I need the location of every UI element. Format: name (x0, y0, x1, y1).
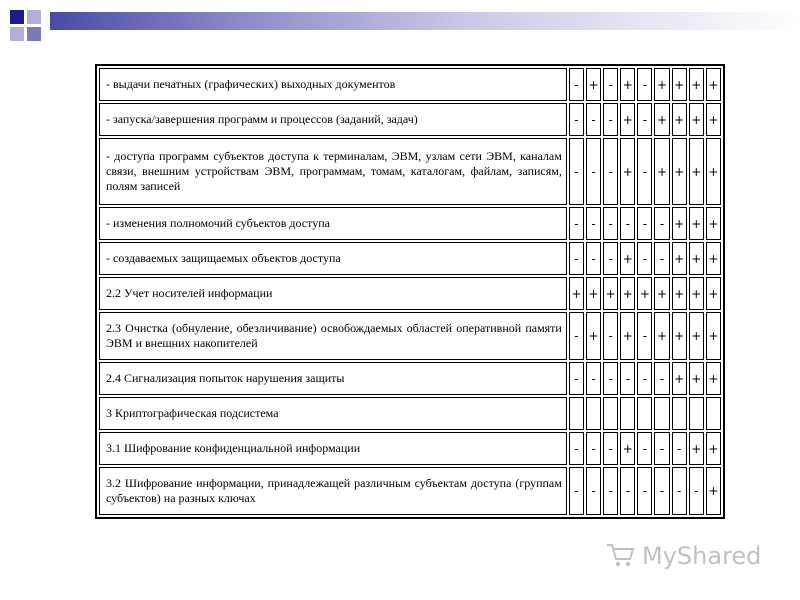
class-mark-cell: + (706, 312, 721, 360)
class-mark-cell: + (620, 277, 635, 310)
class-mark-cell: + (620, 432, 635, 465)
class-mark-cell: - (637, 138, 652, 205)
class-mark-cell: + (672, 242, 687, 275)
class-mark-cell: - (654, 432, 669, 465)
requirement-text: - изменения полномочий субъектов доступа (99, 207, 567, 240)
requirement-text: 3.1 Шифрование конфиденциальной информации (99, 432, 567, 465)
decor-square (27, 27, 41, 41)
table-row (99, 138, 721, 205)
class-mark-cell: - (637, 68, 652, 101)
class-mark-cell: + (654, 312, 669, 360)
class-mark-cell: - (569, 312, 584, 360)
class-mark-cell: - (586, 207, 601, 240)
table-row (99, 242, 721, 275)
class-mark-cell: + (689, 312, 704, 360)
class-mark-cell: - (603, 138, 618, 205)
class-mark-cell: - (654, 242, 669, 275)
class-mark-cell: + (689, 103, 704, 136)
class-mark-cell: + (689, 277, 704, 310)
decor-square (10, 27, 24, 41)
class-mark-cell (672, 397, 687, 430)
class-mark-cell (637, 397, 652, 430)
table-row (99, 103, 721, 136)
class-mark-cell: - (569, 242, 584, 275)
requirement-text: 2.2 Учет носителей информации (99, 277, 567, 310)
decor-square (10, 10, 24, 24)
class-mark-cell: + (706, 138, 721, 205)
class-mark-cell: + (706, 242, 721, 275)
requirement-text: - доступа программ субъектов доступа к терминалам, ЭВМ, узлам сети ЭВМ, каналам связи, внешним устройствам ЭВМ, программам, томам, каталогам, файлам, записям, полям записей (99, 138, 567, 205)
slide-header-decoration (0, 0, 800, 40)
class-mark-cell: - (637, 207, 652, 240)
class-mark-cell (603, 397, 618, 430)
class-mark-cell: + (637, 277, 652, 310)
class-mark-cell (654, 397, 669, 430)
table-row (99, 397, 721, 430)
class-mark-cell: + (689, 138, 704, 205)
class-mark-cell: - (672, 467, 687, 515)
class-mark-cell: - (569, 432, 584, 465)
class-mark-cell: + (586, 312, 601, 360)
class-mark-cell: - (569, 68, 584, 101)
requirement-text: - выдачи печатных (графических) выходных документов (99, 68, 567, 101)
header-gradient-bar (50, 12, 800, 30)
class-mark-cell: + (672, 138, 687, 205)
class-mark-cell: - (637, 103, 652, 136)
class-mark-cell: - (603, 68, 618, 101)
class-mark-cell: - (603, 242, 618, 275)
class-mark-cell: + (689, 207, 704, 240)
class-mark-cell: - (637, 432, 652, 465)
class-mark-cell: - (586, 103, 601, 136)
table-row (99, 467, 721, 515)
table-row (99, 68, 721, 101)
class-mark-cell: + (672, 362, 687, 395)
class-mark-cell: - (569, 103, 584, 136)
decor-square (27, 10, 41, 24)
class-mark-cell: - (569, 207, 584, 240)
class-mark-cell: + (672, 277, 687, 310)
class-mark-cell: + (689, 432, 704, 465)
class-mark-cell: - (603, 207, 618, 240)
shopping-cart-icon (606, 542, 636, 568)
class-mark-cell: - (569, 138, 584, 205)
class-mark-cell: - (637, 312, 652, 360)
table-row (99, 432, 721, 465)
class-mark-cell: + (706, 68, 721, 101)
class-mark-cell: - (637, 362, 652, 395)
class-mark-cell: - (654, 467, 669, 515)
class-mark-cell: + (569, 277, 584, 310)
class-mark-cell: + (706, 432, 721, 465)
class-mark-cell: - (654, 207, 669, 240)
table-row (99, 312, 721, 360)
class-mark-cell: + (586, 68, 601, 101)
class-mark-cell: + (672, 68, 687, 101)
class-mark-cell: + (689, 68, 704, 101)
class-mark-cell: + (620, 242, 635, 275)
class-mark-cell: - (637, 467, 652, 515)
class-mark-cell: + (706, 277, 721, 310)
class-mark-cell (586, 397, 601, 430)
class-mark-cell: + (706, 362, 721, 395)
class-mark-cell: - (620, 467, 635, 515)
watermark-text: MyShared (642, 542, 762, 570)
requirement-text: 2.4 Сигнализация попыток нарушения защиты (99, 362, 567, 395)
table-row (99, 277, 721, 310)
class-mark-cell: + (620, 138, 635, 205)
class-mark-cell: + (654, 138, 669, 205)
class-mark-cell: + (620, 103, 635, 136)
class-mark-cell: - (603, 467, 618, 515)
requirements-table (95, 64, 725, 519)
class-mark-cell: + (620, 68, 635, 101)
class-mark-cell (620, 397, 635, 430)
class-mark-cell: + (654, 277, 669, 310)
class-mark-cell: - (620, 207, 635, 240)
class-mark-cell: + (586, 277, 601, 310)
class-mark-cell: - (586, 242, 601, 275)
class-mark-cell: + (689, 362, 704, 395)
requirement-text: 3 Криптографическая подсистема (99, 397, 567, 430)
table-row (99, 362, 721, 395)
class-mark-cell: - (637, 242, 652, 275)
class-mark-cell: - (689, 467, 704, 515)
class-mark-cell: - (654, 362, 669, 395)
class-mark-cell: - (672, 432, 687, 465)
class-mark-cell (689, 397, 704, 430)
class-mark-cell: - (586, 467, 601, 515)
table-row (99, 207, 721, 240)
class-mark-cell: - (586, 138, 601, 205)
class-mark-cell: + (706, 207, 721, 240)
class-mark-cell: - (586, 362, 601, 395)
class-mark-cell: - (586, 432, 601, 465)
requirement-text: - создаваемых защищаемых объектов доступа (99, 242, 567, 275)
requirement-text: 2.3 Очистка (обнуление, обезличивание) освобождаемых областей оперативной памяти ЭВМ и внешних накопителей (99, 312, 567, 360)
class-mark-cell: + (603, 277, 618, 310)
class-mark-cell: - (603, 103, 618, 136)
class-mark-cell: + (672, 207, 687, 240)
class-mark-cell: + (654, 103, 669, 136)
class-mark-cell: - (569, 467, 584, 515)
class-mark-cell: + (654, 68, 669, 101)
class-mark-cell: - (603, 312, 618, 360)
class-mark-cell: - (603, 362, 618, 395)
requirement-text: 3.2 Шифрование информации, принадлежащей различным субъектам доступа (группам субъектов) на разных ключах (99, 467, 567, 515)
class-mark-cell: - (620, 362, 635, 395)
class-mark-cell: + (620, 312, 635, 360)
requirement-text: - запуска/завершения программ и процессов (заданий, задач) (99, 103, 567, 136)
class-mark-cell: + (672, 103, 687, 136)
class-mark-cell: - (569, 362, 584, 395)
class-mark-cell: + (672, 312, 687, 360)
class-mark-cell (706, 397, 721, 430)
watermark (606, 540, 776, 574)
class-mark-cell: + (706, 467, 721, 515)
class-mark-cell (569, 397, 584, 430)
class-mark-cell: - (603, 432, 618, 465)
class-mark-cell: + (689, 242, 704, 275)
class-mark-cell: + (706, 103, 721, 136)
